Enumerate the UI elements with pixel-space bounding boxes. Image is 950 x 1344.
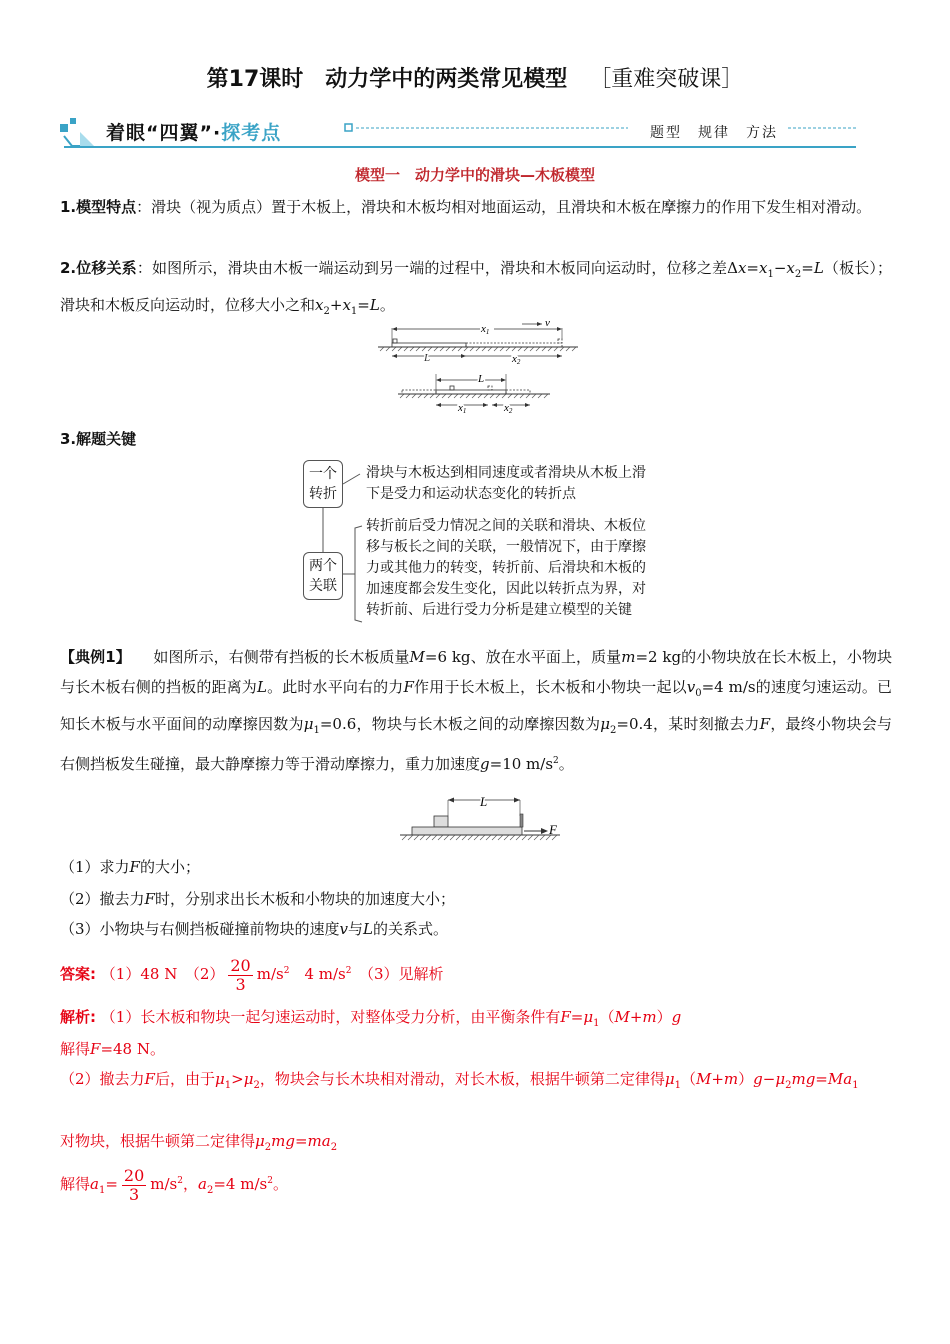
answer-label: 答案 (60, 965, 91, 983)
solution-line-5: 解得$a_1=$ $\frac{20}{3}$ $m/s^2$，$a_2=4$ $m/s^2$。 (60, 1165, 288, 1204)
item-model-features: 1.模型特点：滑块（视为质点）置于木板上，滑块和木板均相对地面运动，且滑块和木板在摩擦力的作用下发生相对滑动。 (60, 198, 872, 216)
example-label: 【典例1】 (60, 648, 124, 666)
label-L-top: L (424, 352, 431, 364)
label-F-fig2: F (549, 822, 557, 837)
box-two-relations: 两个关联 (303, 552, 343, 600)
solution-fraction: $\frac{20}{3}$ (123, 1165, 145, 1204)
box-one-turning-point: 一个转折 (303, 460, 343, 508)
page-title (0, 62, 950, 93)
banner-right-label: 题型 规律 方法 (650, 125, 778, 141)
label-x1: x1 (481, 323, 490, 336)
page-title-tag: ［重难突破课］ (589, 67, 744, 92)
text-relations: 转折前后受力情况之间的关联和滑块、木板位移与板长之间的关联，一般情况下，由于摩擦力或其他力的转变，转折前、后滑块和木板的加速度都会发生变化，因此以转折点为界，对转折前、后进行受力分析是建立模型的关键 (366, 518, 646, 618)
label-x2-bottom: x2 (504, 402, 513, 415)
example-1: 【典例1】 如图所示，右侧带有挡板的长木板质量M=6 kg、放在水平面上，质量m=2 kg的小物块放在长木板上，小物块与长木板右侧的挡板的距离为L。此时水平向右的力F作用于长木板上，长木板和小物块一起以$v_0=4$ m/s的速度匀速运动。已知长木板与水平面间的动摩擦因数为$\mu_1=0.6$，物块与长木板之间的动摩擦因数为$\mu_2=0.4$，某时刻撤去力F，最终小物块会与右侧挡板发生碰撞，最大静摩擦力等于滑动摩擦力，重力加速度g=10 $m/s^2$。 (60, 648, 893, 773)
solution-label: 解析 (60, 1008, 91, 1026)
section-title: 模型一 动力学中的滑块—木板模型 (354, 166, 595, 184)
solution-line-2: 解得F=48 N。 (60, 1040, 165, 1058)
question-1: （1）求力F的大小； (60, 858, 200, 876)
label-v: v (545, 317, 550, 329)
key-points-diagram (300, 460, 660, 634)
item-key-points: 3.解题关键 (60, 430, 137, 448)
label-L-bottom: L (478, 373, 485, 385)
text-turning-point: 滑块与木板达到相同速度或者滑块从木板上滑下是受力和运动状态变化的转折点 (366, 465, 646, 502)
banner-title: 着眼“四翼”·探考点 (106, 122, 282, 144)
label-L-fig2: L (480, 794, 488, 809)
board-block-figure (388, 792, 568, 846)
item-displacement: 2.位移关系：如图所示，滑块由木板一端运动到另一端的过程中，滑块和木板同向运动时，位移之差$\Delta x=x_1-x_2=L$（板长）；滑块和木板反向运动时，位移大小之和$x_2+x_1=L$。 (60, 259, 892, 317)
solution-line-3: （2）撤去力F后，由于$\mu_1>\mu_2$，物块会与长木块相对滑动，对长木板，根据牛顿第二定律得$\mu_1(M+m)g-\mu_2mg=Ma_1$ (60, 1070, 859, 1091)
label-x1-bottom: x1 (458, 402, 467, 415)
solution-line-4: 对物块，根据牛顿第二定律得$\mu_2mg=ma_2$ (60, 1132, 338, 1153)
label-x2-top: x2 (512, 353, 521, 366)
displacement-figure (372, 316, 582, 416)
question-2: （2）撤去力F时，分别求出长木板和小物块的加速度大小； (60, 890, 455, 908)
answer: 答案: （1）48 N （2） $\frac{20}{3}$ $m/s^2$ 4 $m/s^2$ （3）见解析 (60, 955, 444, 994)
answer-fraction: $\frac{20}{3}$ (230, 955, 251, 994)
section-banner (58, 114, 858, 150)
question-3: （3）小物块与右侧挡板碰撞前物块的速度v与L的关系式。 (60, 920, 449, 938)
solution-line-1: 解析: （1）长木板和物块一起匀速运动时，对整体受力分析，由平衡条件有$F=\mu_1(M+m)g$ (60, 1008, 682, 1029)
page-title-main: 第17课时 动力学中的两类常见模型 (206, 67, 568, 92)
